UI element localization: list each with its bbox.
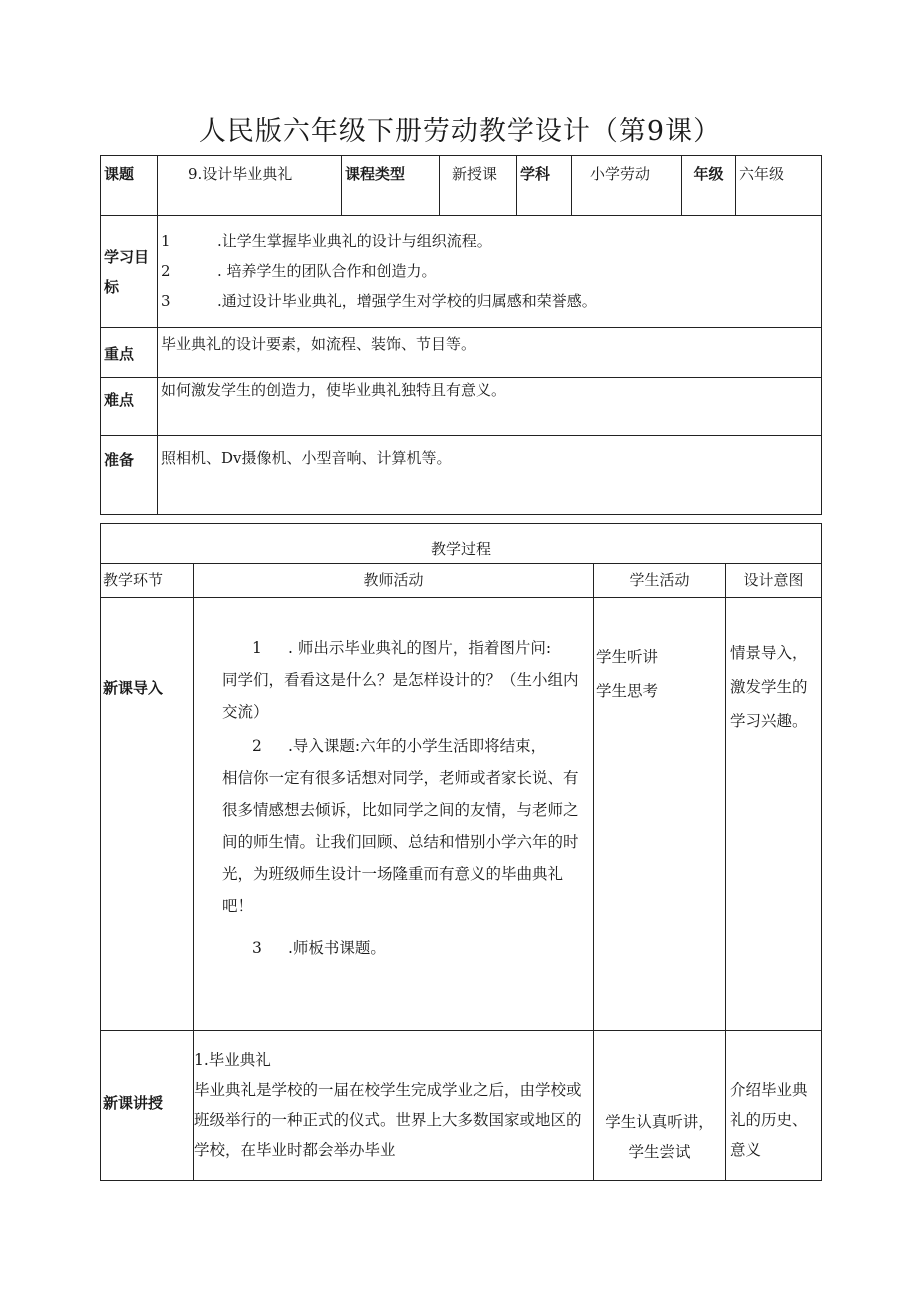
teacher-step-cont: 相信你一定有很多话想对同学，老师或者家长说、有很多情感想去倾诉，比如同学之间的友情，与老师之间的师生情。让我们回顾、总结和惜别小学六年的时光，为班级师生设计一场隆重而有意义的毕曲典礼吧！ bbox=[222, 769, 579, 915]
col-header-teacher: 教师活动 bbox=[194, 564, 594, 598]
key-point-label: 重点 bbox=[101, 328, 158, 378]
teacher-step: 1 . 师出示毕业典礼的图片，指着图片问: bbox=[252, 639, 552, 657]
objectives-label: 学习目标 bbox=[101, 216, 158, 328]
teacher-activity-intro bbox=[194, 598, 594, 1031]
grade-label: 年级 bbox=[682, 156, 736, 216]
process-heading: 教学过程 bbox=[101, 524, 822, 564]
student-activity-item: 学生听讲 bbox=[596, 648, 659, 666]
student-activity-intro bbox=[594, 598, 726, 1031]
teacher-activity-lecture bbox=[194, 1031, 594, 1181]
table-row bbox=[101, 598, 822, 1031]
teaching-process-table bbox=[100, 523, 822, 1181]
course-info-table bbox=[100, 155, 822, 515]
document-title: 人民版六年级下册劳动教学设计（第9课） bbox=[198, 116, 722, 147]
col-header-student: 学生活动 bbox=[594, 564, 726, 598]
teacher-step: 2 .导入课题:六年的小学生活即将结束， bbox=[252, 737, 547, 755]
student-activity-lecture bbox=[594, 1031, 726, 1181]
difficulty-value: 如何激发学生的创造力，使毕业典礼独特且有意义。 bbox=[158, 378, 822, 436]
student-activity-item: 学生认真听讲， bbox=[605, 1113, 714, 1131]
grade-value: 六年级 bbox=[736, 156, 822, 216]
col-header-stage: 教学环节 bbox=[101, 564, 194, 598]
col-header-intent: 设计意图 bbox=[726, 564, 822, 598]
teacher-step-cont: 同学们，看看这是什么？是怎样设计的？（生小组内交流） bbox=[222, 671, 579, 721]
stage-intro: 新课导入 bbox=[101, 598, 194, 1031]
topic-value: 9.设计毕业典礼 bbox=[158, 156, 342, 216]
objective-item: 2 . 培养学生的团队合作和创造力。 bbox=[161, 262, 437, 280]
key-point-value: 毕业典礼的设计要素，如流程、装饰、节目等。 bbox=[158, 328, 822, 378]
stage-lecture: 新课讲授 bbox=[101, 1031, 194, 1181]
section-heading: 1.毕业典礼 bbox=[194, 1051, 271, 1069]
table-row bbox=[101, 1031, 822, 1181]
objectives-list bbox=[158, 216, 822, 328]
difficulty-label: 难点 bbox=[101, 378, 158, 436]
preparation-label: 准备 bbox=[101, 436, 158, 515]
student-activity-item: 学生思考 bbox=[596, 682, 659, 700]
type-value: 新授课 bbox=[440, 156, 517, 216]
design-intent-lecture: 介绍毕业典礼的历史、意义 bbox=[726, 1031, 822, 1181]
subject-label: 学科 bbox=[517, 156, 572, 216]
preparation-value: 照相机、Dv摄像机、小型音响、计算机等。 bbox=[158, 436, 822, 515]
section-body: 毕业典礼是学校的一届在校学生完成学业之后，由学校或班级举行的一种正式的仪式。世界上大多数国家或地区的学校，在毕业时都会举办毕业 bbox=[194, 1081, 582, 1159]
objective-item: 3 .通过设计毕业典礼，增强学生对学校的归属感和荣誉感。 bbox=[161, 292, 597, 310]
student-activity-item: 学生尝试 bbox=[628, 1143, 691, 1161]
type-label: 课程类型 bbox=[342, 156, 440, 216]
topic-label: 课题 bbox=[101, 156, 158, 216]
objective-item: 1 .让学生掌握毕业典礼的设计与组织流程。 bbox=[161, 232, 492, 250]
design-intent-intro: 情景导入，激发学生的学习兴趣。 bbox=[726, 598, 822, 1031]
teacher-step: 3 .师板书课题。 bbox=[252, 939, 386, 957]
subject-value: 小学劳动 bbox=[572, 156, 682, 216]
